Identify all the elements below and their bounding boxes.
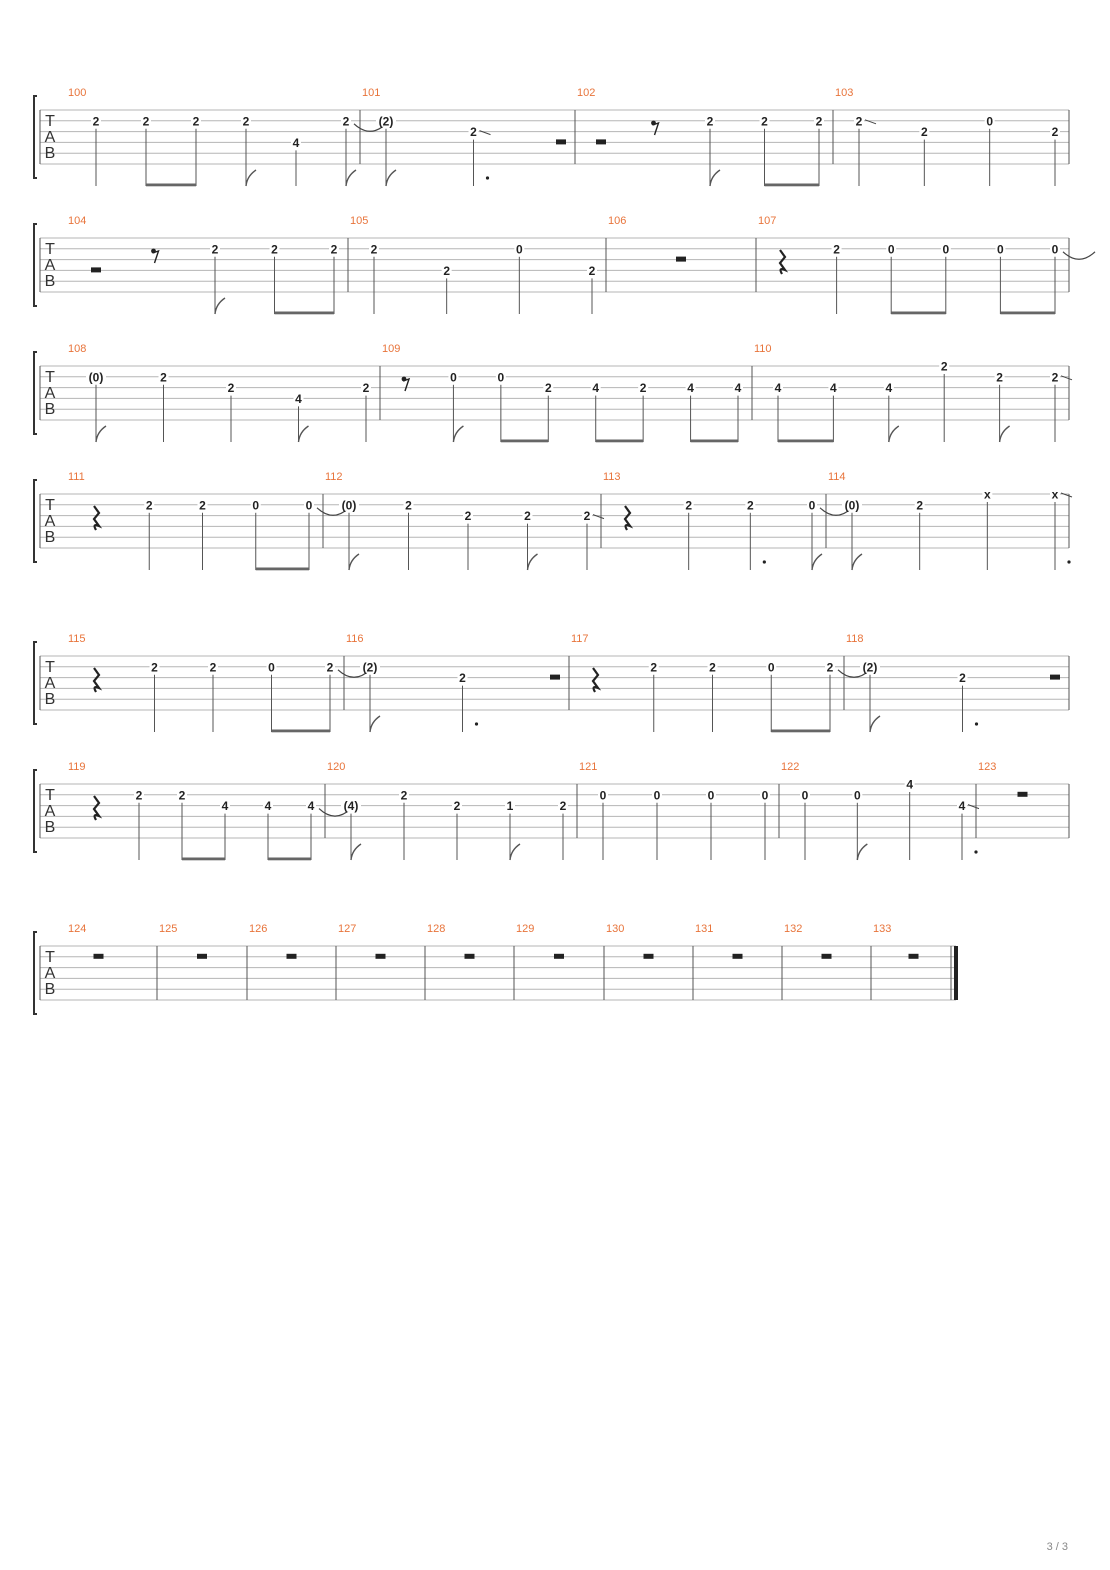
note-flag [710, 170, 720, 186]
fret-number: x [1051, 487, 1059, 502]
system-bracket [34, 932, 37, 1014]
measure-number: 125 [159, 923, 178, 935]
measure [338, 923, 386, 959]
note-flag [299, 426, 309, 442]
half-rest [91, 267, 101, 272]
note-flag [370, 716, 380, 732]
fret-number: 2 [453, 799, 461, 814]
beam [272, 730, 331, 733]
fret-number: 2 [326, 660, 334, 675]
measure [978, 761, 1028, 797]
tab-clef-letter: A [44, 257, 56, 274]
half-rest [197, 954, 207, 959]
fret-number: 2 [940, 359, 948, 374]
tab-clef-letter: A [44, 675, 56, 692]
fret-number: 2 [342, 114, 350, 129]
note-flag [1000, 426, 1010, 442]
note-flag [351, 844, 361, 860]
measure [159, 923, 207, 959]
tab-clef-letter: T [45, 497, 55, 514]
measure-number: 107 [758, 215, 777, 227]
measure-number: 102 [577, 87, 596, 99]
measure [516, 923, 564, 959]
fret-number: 2 [464, 509, 472, 524]
tab-clef-letter: B [44, 529, 56, 546]
fret-number: 2 [142, 114, 150, 129]
half-rest [550, 675, 560, 680]
measure [873, 923, 919, 959]
fret-number: (2) [862, 660, 878, 675]
tab-clef-letter: B [44, 145, 56, 162]
measure-number: 120 [327, 761, 346, 773]
fret-number: 2 [227, 381, 235, 396]
fret-number: 4 [264, 799, 272, 814]
fret-number: 2 [211, 242, 219, 257]
fret-number: 2 [145, 498, 153, 513]
beam [146, 184, 196, 187]
system-bracket [34, 352, 37, 434]
page-number: 3 / 3 [1046, 1541, 1068, 1553]
measure-number: 131 [695, 923, 714, 935]
half-rest [733, 954, 743, 959]
fret-number: 0 [268, 660, 275, 675]
measure-number: 109 [382, 343, 401, 355]
fret-number: (2) [378, 114, 394, 129]
fret-number: 4 [292, 135, 300, 150]
fret-number: 2 [400, 788, 408, 803]
measure-number: 100 [68, 87, 87, 99]
fret-number: 2 [330, 242, 338, 257]
fret-number: 2 [151, 660, 158, 675]
eighth-rest [653, 123, 659, 135]
measure-number: 110 [754, 343, 772, 355]
tab-clef-letter: B [44, 273, 56, 290]
rhythm-dot [975, 722, 978, 725]
measure [606, 923, 654, 959]
fret-number: 2 [815, 114, 823, 129]
tab-clef-letter: A [44, 803, 56, 820]
half-rest [676, 257, 686, 262]
note-flag [246, 170, 256, 186]
fret-number: 4 [592, 381, 600, 396]
measure [571, 633, 870, 732]
note-flag [96, 426, 106, 442]
measure [327, 761, 568, 860]
fret-number: 2 [209, 660, 217, 675]
fret-number: 2 [459, 671, 466, 686]
system-bracket [34, 96, 37, 178]
fret-number: 2 [826, 660, 834, 675]
fret-number: 2 [588, 263, 596, 278]
tab-clef-letter: A [44, 513, 56, 530]
fret-number: 2 [92, 114, 100, 129]
measure-number: 104 [68, 215, 87, 227]
fret-number: 2 [178, 788, 186, 803]
measure [758, 215, 1095, 314]
note-flag [870, 716, 880, 732]
fret-number: 0 [887, 242, 895, 257]
beam [771, 730, 830, 733]
measure-number: 128 [427, 923, 446, 935]
fret-number: 2 [524, 509, 531, 524]
measure [846, 633, 1060, 732]
half-rest [465, 954, 475, 959]
fret-number: 0 [515, 242, 523, 257]
note-flag [453, 426, 463, 442]
note-flag [346, 170, 356, 186]
fret-number: 0 [942, 242, 950, 257]
tab-system [34, 761, 1069, 860]
fret-number: 2 [916, 498, 924, 513]
fret-number: 2 [199, 498, 206, 513]
measure-number: 115 [68, 633, 86, 645]
fret-number: 4 [221, 799, 229, 814]
measure-number: 123 [978, 761, 997, 773]
measure [350, 215, 597, 314]
fret-number: 2 [271, 242, 278, 257]
fret-number: 2 [135, 788, 143, 803]
tab-system [34, 343, 1072, 442]
measure-number: 111 [68, 471, 85, 483]
note-flag [349, 554, 359, 570]
measure-number: 127 [338, 923, 357, 935]
beam [778, 440, 833, 443]
tab-clef-letter: T [45, 113, 55, 130]
measure [325, 471, 604, 570]
measure [781, 761, 979, 860]
measure [68, 471, 349, 570]
fret-number: 0 [1051, 242, 1059, 257]
fret-number: (0) [844, 498, 860, 513]
half-rest [822, 954, 832, 959]
measure [754, 343, 1072, 442]
half-rest [94, 954, 104, 959]
tab-clef-letter: T [45, 369, 55, 386]
beam [691, 440, 738, 443]
tab-clef-letter: B [44, 691, 56, 708]
measure-number: 121 [579, 761, 598, 773]
measure [828, 471, 1072, 570]
eighth-rest [153, 251, 159, 263]
fret-number: 0 [997, 242, 1004, 257]
tab-system [34, 471, 1072, 570]
tab-clef-letter: T [45, 659, 55, 676]
measure [579, 761, 770, 860]
beam [275, 312, 335, 315]
measure-number: 130 [606, 923, 625, 935]
fret-number: 2 [685, 498, 693, 513]
note-flag [852, 554, 862, 570]
fret-number: 2 [583, 509, 591, 524]
beam [268, 858, 311, 861]
fret-number: 4 [774, 381, 782, 396]
system-bracket [34, 224, 37, 306]
measure [68, 923, 104, 959]
fret-number: 2 [559, 799, 567, 814]
half-rest [1050, 675, 1060, 680]
fret-number: 2 [833, 242, 840, 257]
fret-number: 0 [808, 498, 816, 513]
measure-number: 112 [325, 471, 343, 483]
measure [249, 923, 297, 959]
system-bracket [34, 480, 37, 562]
measure [68, 761, 351, 860]
fret-number: 2 [544, 381, 552, 396]
note-flag [215, 298, 225, 314]
fret-number: 2 [761, 114, 768, 129]
half-rest [376, 954, 386, 959]
tab-clef-letter: A [44, 965, 56, 982]
measure-number: 129 [516, 923, 535, 935]
tab-system [34, 923, 956, 1014]
half-rest [909, 954, 919, 959]
measure-number: 124 [68, 923, 87, 935]
fret-number: 4 [295, 391, 302, 406]
measure [577, 87, 824, 186]
fret-number: 2 [996, 370, 1003, 385]
fret-number: 4 [734, 381, 742, 396]
tab-clef-letter: B [44, 819, 56, 836]
fret-number: x [983, 487, 991, 502]
fret-number: 2 [362, 381, 370, 396]
fret-number: 4 [830, 381, 837, 396]
measure-number: 114 [828, 471, 846, 483]
fret-number: 2 [405, 498, 412, 513]
fret-number: 2 [443, 263, 451, 278]
fret-number: 2 [746, 498, 754, 513]
half-rest [554, 954, 564, 959]
fret-number: 2 [639, 381, 647, 396]
rhythm-dot [763, 560, 766, 563]
fret-number: 2 [959, 671, 966, 686]
measure-number: 119 [68, 761, 86, 773]
fret-number: 1 [506, 799, 514, 814]
fret-number: 4 [885, 381, 893, 396]
measure-number: 105 [350, 215, 369, 227]
fret-number: (4) [343, 799, 359, 814]
fret-number: 0 [801, 788, 809, 803]
fret-number: 0 [305, 498, 313, 513]
beam [182, 858, 225, 861]
beam [891, 312, 946, 315]
fret-number: 2 [160, 370, 167, 385]
fret-number: (0) [341, 498, 357, 513]
tab-system [34, 87, 1069, 186]
beam [501, 440, 548, 443]
beam [1000, 312, 1055, 315]
tab-clef-letter: B [44, 401, 56, 418]
note-flag [857, 844, 867, 860]
rhythm-dot [974, 850, 977, 853]
fret-number: 0 [450, 370, 457, 385]
fret-number: 2 [706, 114, 714, 129]
beam [765, 184, 820, 187]
fret-number: 0 [986, 114, 994, 129]
measure-number: 122 [781, 761, 800, 773]
measure-number: 126 [249, 923, 268, 935]
measure [346, 633, 560, 732]
tab-clef-letter: A [44, 129, 56, 146]
fret-number: 2 [470, 125, 477, 140]
fret-number: 0 [853, 788, 861, 803]
fret-number: 4 [958, 799, 966, 814]
measure-number: 103 [835, 87, 854, 99]
measure-number: 116 [346, 633, 364, 645]
fret-number: 0 [707, 788, 715, 803]
fret-number: 2 [650, 660, 658, 675]
half-rest [287, 954, 297, 959]
fret-number: 0 [497, 370, 505, 385]
eighth-rest [403, 379, 409, 391]
tab-clef-letter: T [45, 949, 55, 966]
fret-number: 2 [242, 114, 250, 129]
fret-number: 0 [761, 788, 769, 803]
tab-clef-letter: T [45, 787, 55, 804]
rhythm-dot [486, 176, 489, 179]
fret-number: 2 [709, 660, 716, 675]
half-rest [644, 954, 654, 959]
measure [382, 343, 743, 442]
system-bracket [34, 642, 37, 724]
note-flag [386, 170, 396, 186]
fret-number: 0 [653, 788, 661, 803]
measure [835, 87, 1060, 186]
measure [784, 923, 832, 959]
half-rest [596, 139, 606, 144]
fret-number: 0 [599, 788, 607, 803]
measure-number: 106 [608, 215, 627, 227]
measure [362, 87, 566, 186]
fret-number: 2 [920, 125, 928, 140]
note-flag [528, 554, 538, 570]
fret-number: 2 [370, 242, 378, 257]
measure [603, 471, 852, 570]
fret-number: 2 [855, 114, 863, 129]
beam [256, 568, 309, 571]
measure [695, 923, 743, 959]
measure-number: 117 [571, 633, 589, 645]
rhythm-dot [1067, 560, 1070, 563]
fret-number: 4 [906, 777, 914, 792]
tab-system [34, 215, 1095, 314]
tie-arc [1063, 252, 1095, 259]
system-bracket [34, 770, 37, 852]
measure [68, 87, 386, 186]
fret-number: 2 [192, 114, 200, 129]
fret-number: 4 [687, 381, 694, 396]
measure-number: 133 [873, 923, 892, 935]
rhythm-dot [475, 722, 478, 725]
measure-number: 108 [68, 343, 87, 355]
measure-number: 101 [362, 87, 381, 99]
tab-clef-letter: A [44, 385, 56, 402]
measure [68, 215, 339, 314]
fret-number: 0 [767, 660, 775, 675]
note-flag [510, 844, 520, 860]
fret-number: 2 [1051, 125, 1059, 140]
half-rest [1018, 792, 1028, 797]
measure [68, 633, 370, 732]
half-rest [556, 139, 566, 144]
note-flag [889, 426, 899, 442]
fret-number: 4 [307, 799, 315, 814]
tab-clef-letter: T [45, 241, 55, 258]
measure-number: 118 [846, 633, 864, 645]
fret-number: (0) [88, 370, 104, 385]
beam [596, 440, 643, 443]
measure [427, 923, 475, 959]
tab-system [34, 633, 1069, 732]
fret-number: (2) [362, 660, 378, 675]
fret-number: 2 [1051, 370, 1059, 385]
tab-clef-letter: B [44, 981, 56, 998]
note-flag [812, 554, 822, 570]
fret-number: 0 [252, 498, 260, 513]
measure [68, 343, 371, 442]
measure-number: 113 [603, 471, 621, 483]
measure-number: 132 [784, 923, 803, 935]
